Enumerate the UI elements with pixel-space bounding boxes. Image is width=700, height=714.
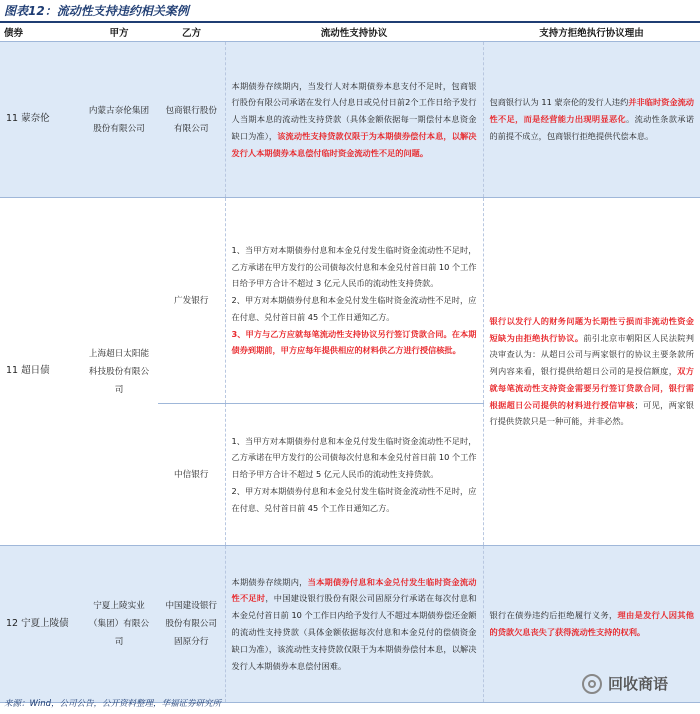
header-refusal: 支持方拒绝执行协议理由 [483, 23, 700, 42]
party-b: 中国建设银行股份有限公司固原分行 [158, 546, 225, 703]
agreement-clause: 1、当甲方对本期债券付息和本金兑付发生临时资金流动性不足时，乙方承诺在甲方发行的公司债每次付息和本金兑付首日前 10 个工作日给予甲方合计不超过 5 亿元人民币的流动性支持贷款。 [231, 435, 477, 480]
agreement-cell [225, 42, 483, 198]
party-a: 上海超日太阳能科技股份有限公司 [80, 198, 158, 546]
refusal-text: 包商银行认为 11 蒙奈伦的发行人违约 [489, 97, 629, 108]
refusal-cell [483, 198, 700, 546]
table-header-row [0, 23, 700, 42]
header-party-a: 甲方 [80, 23, 158, 42]
table-row [0, 198, 700, 404]
agreement-highlight: 该流动性支持贷款仅限于为本期债券偿付本息，以解决发行人本期债券本息偿付临时资金流动性不足的问题。 [231, 130, 477, 158]
wechat-logo-icon [582, 674, 602, 694]
agreement-highlight: 3、甲方与乙方应就每笔流动性支持协议另行签订贷款合同。在本期债券到期前，甲方应每年提供相应的材料供乙方进行授信核批。 [231, 328, 477, 356]
cases-table [0, 23, 700, 703]
agreement-text: 本期债券存续期内， [231, 576, 308, 587]
refusal-text: 。流动性条款承诺的前提不成立，包商银行拒绝提供代偿本息。 [489, 114, 694, 141]
figure-title: 图表12：流动性支持违约相关案例 [4, 4, 189, 18]
agreement-text: 本期债券存续期内，当发行人对本期债券本息支付不足时，包商银行股份有限公司承诺在发行人付息日或兑付日前2个工作日给予发行人当期本息的流动性支持贷款（具体金额依据每一期偿付本息资金缺口为准）， [231, 80, 477, 141]
party-b: 中信银行 [158, 404, 225, 546]
refusal-cell [483, 42, 700, 198]
bond-name: 12 宁夏上陵债 [0, 546, 80, 703]
header-agreement: 流动性支持协议 [225, 23, 483, 42]
agreement-clause: 2、甲方对本期债券付息和本金兑付发生临时资金流动性不足时，应在付息、兑付首日前 45 个工作日通知乙方。 [231, 295, 477, 322]
watermark [582, 673, 668, 694]
refusal-text: ；可见，两家银行提供贷款只是一种可能，并非必然。 [489, 399, 694, 427]
party-b: 广发银行 [158, 198, 225, 404]
agreement-clause: 1、当甲方对本期债券付息和本金兑付发生临时资金流动性不足时，乙方承诺在甲方发行的公司债每次付息和本金兑付首日前 10 个工作日给予甲方合计不超过 3 亿元人民币的流动性支持贷款。 [231, 244, 477, 289]
watermark-text: 回收商语 [608, 675, 669, 693]
agreement-highlight: 当本期债券付息和本金兑付发生临时资金流动性不足时 [231, 576, 477, 604]
bond-name: 11 超日债 [0, 198, 80, 546]
agreement-cell [225, 546, 483, 703]
header-party-b: 乙方 [158, 23, 225, 42]
refusal-highlight: 理由是发行人因其他的贷款欠息丧失了获得流动性支持的权利。 [489, 610, 694, 637]
agreement-cell [225, 198, 483, 404]
source-note: 来源：Wind，公司公告，公开资料整理，华福证券研究所 [4, 699, 222, 709]
agreement-cell [225, 404, 483, 546]
table-row [0, 42, 700, 198]
refusal-highlight: 银行以发行人的财务问题为长期性亏损而非流动性资金短缺为由拒绝执行协议。 [489, 315, 694, 343]
agreement-text: ，中国建设银行股份有限公司固原分行承诺在每次付息和本金兑付首日前 10 个工作日内给予发行人不超过本期债券偿还金额的流动性支持贷款（具体金额依据每次付息和本金兑付的偿债资金缺口为准），该流动性支持贷款仅限于为本期债券偿付本息，以解决发行人本期债券本息偿付困难。 [231, 593, 477, 671]
party-a: 宁夏上陵实业（集团）有限公司 [80, 546, 158, 703]
refusal-text: 前引北京市朝阳区人民法院判决审查认为：从超日公司与两家银行的协议主要条款所列内容来看，银行提供给超日公司的是授信额度， [489, 332, 694, 377]
party-a: 内蒙古奈伦集团股份有限公司 [80, 42, 158, 198]
bond-name: 11 蒙奈伦 [0, 42, 80, 198]
agreement-clause: 2、甲方对本期债券付息和本金兑付发生临时资金流动性不足时，应在付息、兑付首日前 45 个工作日通知乙方。 [231, 485, 477, 513]
refusal-highlight: 并非临时资金流动性不足，而是经营能力出现明显恶化 [489, 97, 694, 125]
refusal-text: 银行在债券违约后拒绝履行义务， [489, 610, 618, 621]
party-b: 包商银行股份有限公司 [158, 42, 225, 198]
refusal-highlight: 双方就每笔流动性支持资金需要另行签订贷款合同，银行需根据超日公司提供的材料进行授信审核 [489, 366, 694, 410]
header-bond: 债券 [0, 23, 80, 42]
